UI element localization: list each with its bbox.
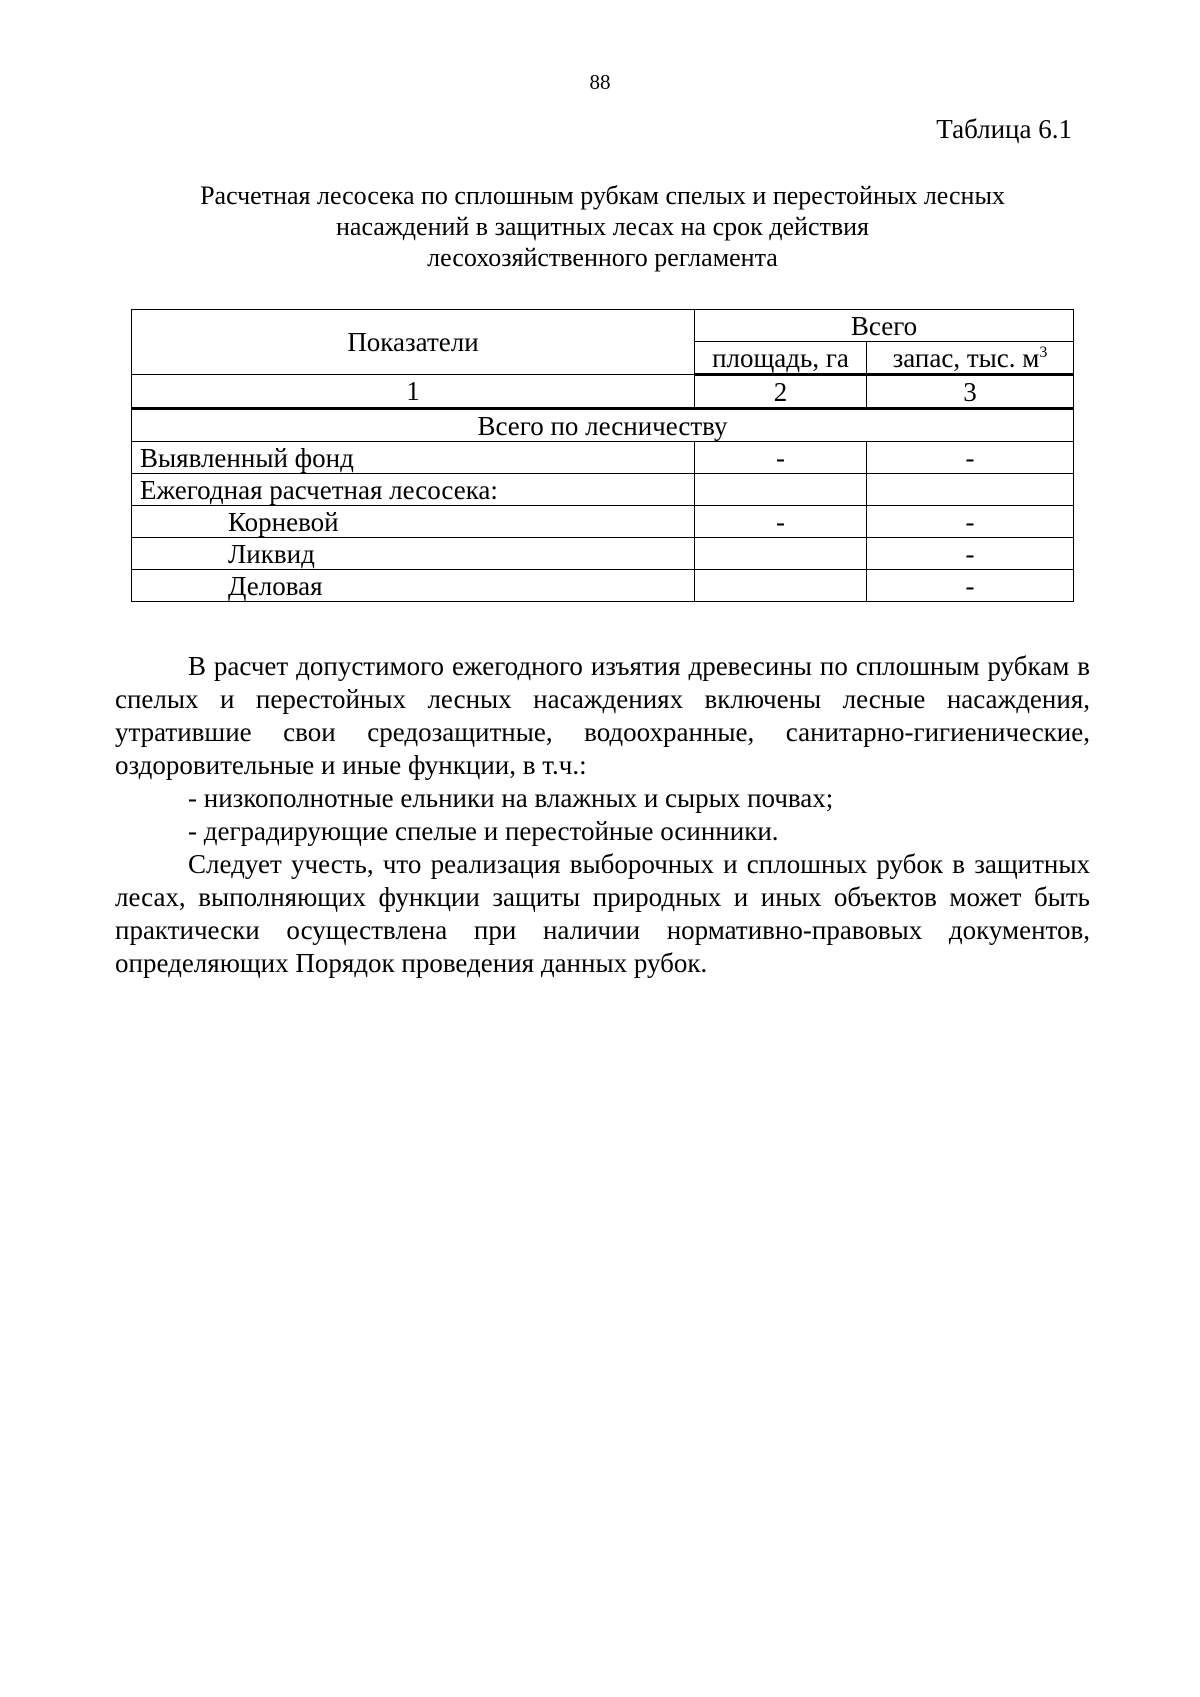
table-title-line: лесохозяйственного регламента (427, 243, 778, 272)
column-number: 2 (695, 375, 867, 409)
row-stock: - (867, 506, 1074, 538)
header-area: площадь, га (695, 342, 867, 375)
column-number: 1 (132, 375, 695, 409)
table-row (132, 570, 1074, 602)
row-area (695, 538, 867, 570)
row-area (695, 570, 867, 602)
row-stock (867, 474, 1074, 506)
row-area (695, 474, 867, 506)
table-row (132, 506, 1074, 538)
page-number: 88 (589, 70, 611, 94)
row-stock: - (867, 442, 1074, 474)
table-row (132, 442, 1074, 474)
body-text (115, 650, 1090, 980)
row-area: - (695, 442, 867, 474)
section-title: Всего по лесничеству (132, 409, 1074, 442)
row-label: Деловая (132, 570, 695, 602)
header-stock-label: запас, тыс. м (892, 342, 1040, 373)
table-title (120, 180, 1085, 273)
header-total: Всего (695, 310, 1074, 342)
row-label: Ежегодная расчетная лесосека: (132, 474, 695, 506)
paragraph: Следует учесть, что реализация выборочных и сплошных рубок в защитных лесах, выполняющих функции защиты природных и иных объектов может быть практически осуществлена при наличии нормативно-правовых документов, определяющих Порядок проведения данных рубок. (115, 849, 1090, 978)
header-stock (867, 342, 1074, 375)
header-stock-sup: 3 (1039, 343, 1048, 361)
row-label: Выявленный фонд (132, 442, 695, 474)
table-label: Таблица 6.1 (936, 114, 1072, 144)
paragraph: В расчет допустимого ежегодного изъятия древесины по сплошным рубкам в спелых и перестойных лесных насаждениях включены лесные насаждения, утратившие свои средозащитные, водоохранные, санитарно-гигиенические, оздоровительные и иные функции, в т.ч.: (115, 651, 1090, 780)
table-title-line: Расчетная лесосека по сплошным рубкам спелых и перестойных лесных (200, 181, 1005, 210)
column-number: 3 (867, 375, 1074, 409)
row-label: Корневой (132, 506, 695, 538)
row-stock: - (867, 570, 1074, 602)
row-area: - (695, 506, 867, 538)
column-numbers-row (132, 375, 1074, 409)
clearcut-table (131, 309, 1074, 602)
section-row (132, 409, 1074, 442)
table-row (132, 538, 1074, 570)
list-item: - деградирующие спелые и перестойные осинники. (188, 816, 779, 846)
list-item: - низкополнотные ельники на влажных и сырых почвах; (188, 783, 834, 813)
table-header-row (132, 310, 1074, 342)
header-indicators: Показатели (132, 310, 695, 375)
table-title-line: насаждений в защитных лесах на срок действия (335, 212, 869, 241)
row-label: Ликвид (132, 538, 695, 570)
table-row (132, 474, 1074, 506)
row-stock: - (867, 538, 1074, 570)
